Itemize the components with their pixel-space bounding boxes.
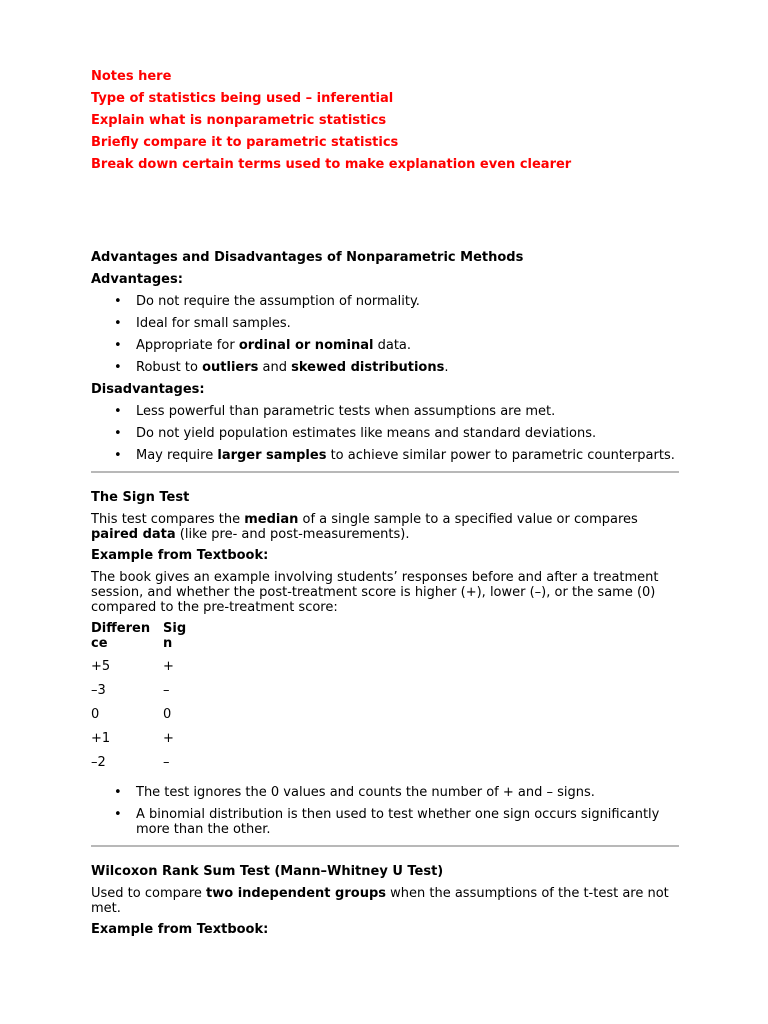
sign-table bbox=[91, 621, 187, 779]
wilcoxon-section bbox=[91, 864, 679, 938]
list-item-text: and bbox=[258, 360, 292, 375]
table-row bbox=[91, 755, 187, 779]
list-item-text: A binomial distribution is then used to test whether one sign occurs significantly more than the other. bbox=[136, 807, 660, 837]
list-item-text: May require bbox=[136, 448, 218, 463]
advantages-list bbox=[91, 294, 679, 375]
paragraph bbox=[91, 886, 679, 916]
horizontal-divider bbox=[91, 845, 679, 847]
table-cell: +5 bbox=[91, 659, 111, 674]
note-line: Type of statistics being used – inferential bbox=[91, 91, 394, 106]
table-cell: + bbox=[163, 659, 174, 674]
advantages-heading: Advantages: bbox=[91, 272, 183, 287]
list-item bbox=[136, 294, 679, 309]
sign-test-notes-list bbox=[91, 785, 679, 837]
note-line: Break down certain terms used to make explanation even clearer bbox=[91, 157, 572, 172]
note-line: Explain what is nonparametric statistics bbox=[91, 113, 387, 128]
list-item bbox=[136, 426, 679, 441]
horizontal-divider bbox=[91, 471, 679, 473]
example-heading: Example from Textbook: bbox=[91, 548, 269, 563]
list-item-text: Robust to bbox=[136, 360, 203, 375]
text-run: This test compares the bbox=[91, 512, 245, 527]
text-run: of a single sample to a specified value or compares bbox=[298, 512, 638, 527]
disadvantages-list bbox=[91, 404, 679, 463]
table-cell: +1 bbox=[91, 731, 111, 746]
text-run: when the assumptions of the t-test are not met. bbox=[91, 886, 669, 916]
column-header-difference: Differen ce bbox=[91, 621, 151, 651]
section-title: The Sign Test bbox=[91, 490, 190, 505]
table-cell: –2 bbox=[91, 755, 106, 770]
table-row bbox=[91, 683, 187, 707]
list-item bbox=[136, 338, 679, 353]
advantages-section bbox=[91, 250, 679, 463]
sign-test-section bbox=[91, 490, 679, 837]
section-title: Advantages and Disadvantages of Nonparametric Methods bbox=[91, 250, 524, 265]
list-item bbox=[136, 785, 679, 800]
table-cell: 0 bbox=[91, 707, 100, 722]
list-item-text: . bbox=[444, 360, 449, 375]
list-item-text: to achieve similar power to parametric counterparts. bbox=[326, 448, 675, 463]
bold-term: median bbox=[244, 512, 299, 527]
example-heading: Example from Textbook: bbox=[91, 922, 269, 937]
list-item bbox=[136, 448, 679, 463]
list-item bbox=[136, 360, 679, 375]
table-cell: –3 bbox=[91, 683, 106, 698]
table-row bbox=[91, 731, 187, 755]
section-title: Wilcoxon Rank Sum Test (Mann–Whitney U Test) bbox=[91, 864, 444, 879]
bold-term: paired data bbox=[91, 527, 176, 542]
list-item bbox=[136, 404, 679, 419]
table-cell: – bbox=[163, 683, 170, 698]
spacer bbox=[91, 179, 679, 250]
table-cell: – bbox=[163, 755, 170, 770]
list-item-text: Appropriate for bbox=[136, 338, 239, 353]
list-item-text: The test ignores the 0 values and counts the number of + and – signs. bbox=[136, 785, 595, 800]
list-item-text: data. bbox=[373, 338, 412, 353]
table-header-row bbox=[91, 621, 187, 659]
table-row bbox=[91, 707, 187, 731]
paragraph: The book gives an example involving students’ responses before and after a treatment session, and whether the post-treatment score is higher (+), lower (–), or the same (0) compared to the pre-treatment score: bbox=[91, 570, 659, 615]
document-page bbox=[91, 69, 679, 944]
list-item-text: Ideal for small samples. bbox=[136, 316, 291, 331]
text-run: (like pre- and post-measurements). bbox=[175, 527, 410, 542]
list-item-text: Do not require the assumption of normality. bbox=[136, 294, 420, 309]
table-cell: + bbox=[163, 731, 174, 746]
bold-term: outliers bbox=[202, 360, 259, 375]
bold-term: skewed distributions bbox=[291, 360, 445, 375]
table-row bbox=[91, 659, 187, 683]
list-item-text: Do not yield population estimates like means and standard deviations. bbox=[136, 426, 597, 441]
bold-term: larger samples bbox=[217, 448, 327, 463]
text-run: Used to compare bbox=[91, 886, 207, 901]
paragraph bbox=[91, 512, 679, 542]
note-line: Briefly compare it to parametric statistics bbox=[91, 135, 399, 150]
list-item-text: Less powerful than parametric tests when assumptions are met. bbox=[136, 404, 556, 419]
column-header-sign: Sig n bbox=[163, 621, 187, 651]
list-item bbox=[136, 807, 679, 837]
bold-term: ordinal or nominal bbox=[238, 338, 374, 353]
disadvantages-heading: Disadvantages: bbox=[91, 382, 205, 397]
notes-block bbox=[91, 69, 679, 173]
table-cell: 0 bbox=[163, 707, 172, 722]
note-line: Notes here bbox=[91, 69, 172, 84]
list-item bbox=[136, 316, 679, 331]
bold-term: two independent groups bbox=[206, 886, 386, 901]
